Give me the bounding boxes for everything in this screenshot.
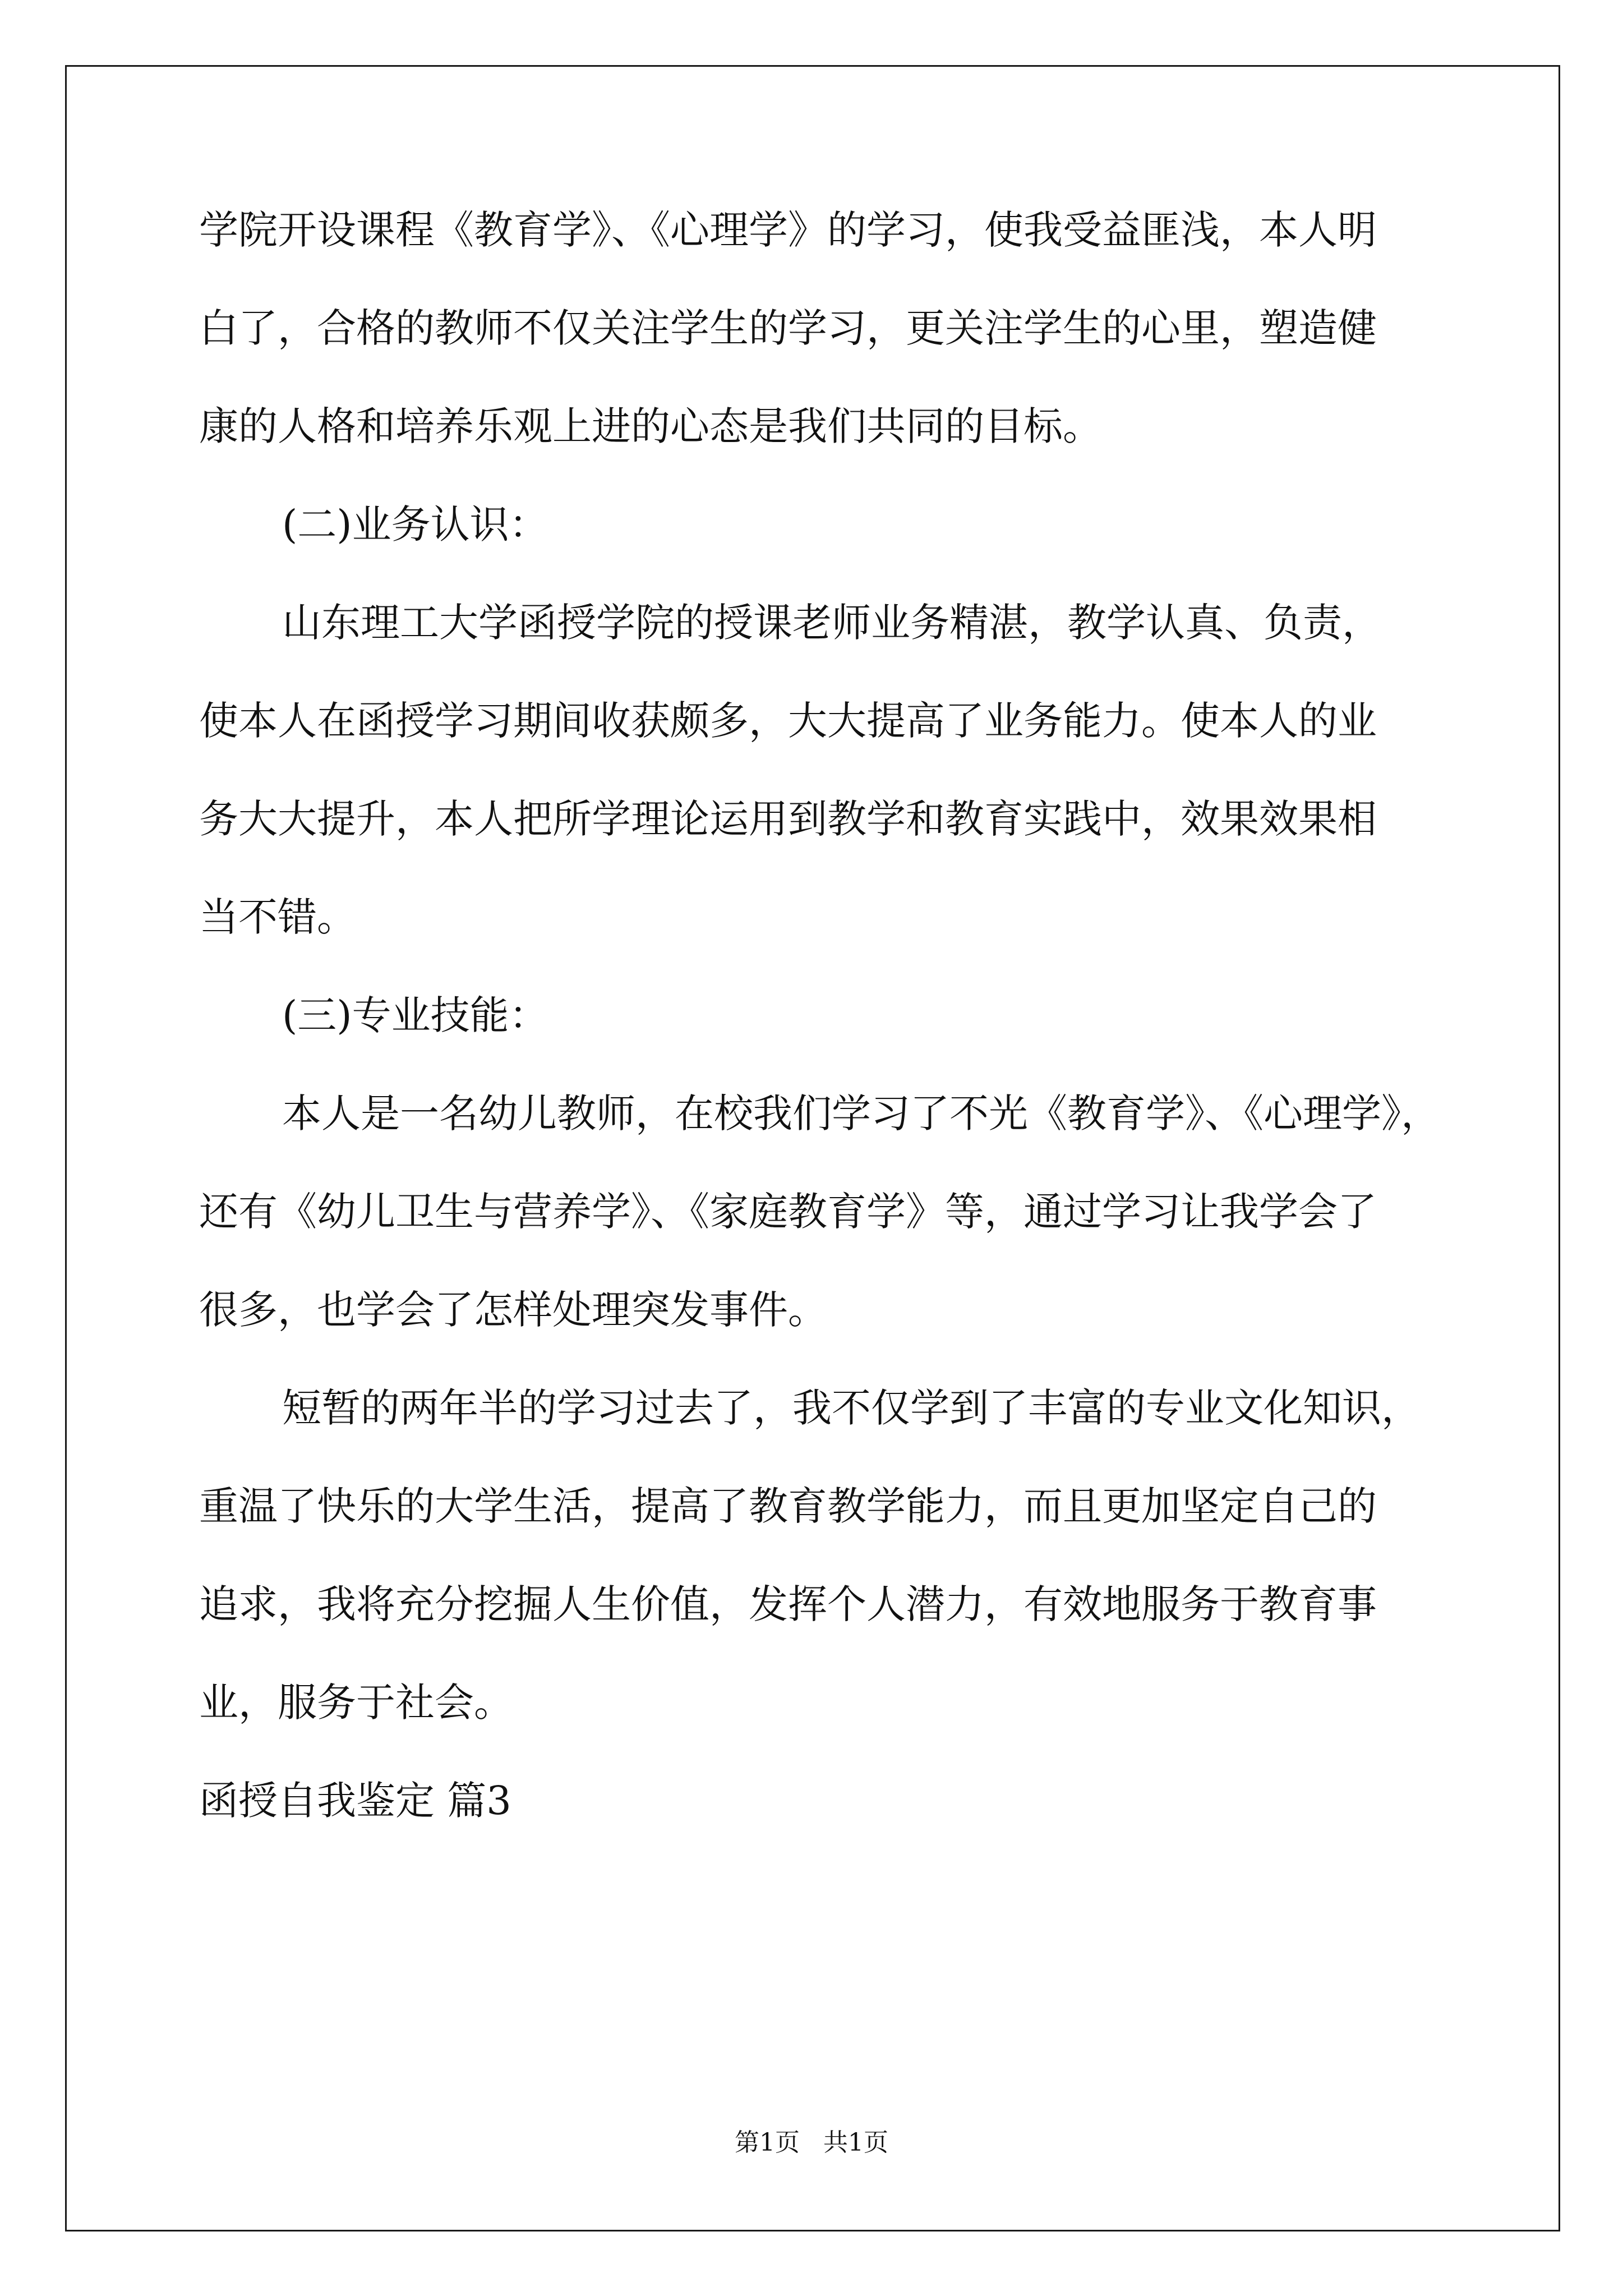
body-line: 本人是一名幼儿教师，在校我们学习了不光《教育学》、《心理学》，: [282, 1091, 1440, 1137]
body-line: 还有《幼儿卫生与营养学》、《家庭教育学》等，通过学习让我学会了: [199, 1189, 1377, 1235]
body-line: 当不错。: [199, 894, 356, 940]
body-line: 务大大提升，本人把所学理论运用到教学和教育实践中，效果效果相: [199, 796, 1377, 842]
section-heading: (三)专业技能：: [282, 992, 548, 1038]
body-line: 追求，我将充分挖掘人生价值，发挥个人潜力，有效地服务于教育事: [199, 1581, 1377, 1627]
body-line: 山东理工大学函授学院的授课老师业务精湛，教学认真、负责，: [282, 600, 1381, 646]
section-heading: (二)业务认识：: [282, 501, 548, 547]
body-line: 很多，也学会了怎样处理突发事件。: [199, 1287, 827, 1333]
body-line: 白了，合格的教师不仅关注学生的学习，更关注学生的心里，塑造健: [199, 305, 1377, 351]
body-line: 短暂的两年半的学习过去了，我不仅学到了丰富的专业文化知识，: [282, 1385, 1421, 1431]
body-line: 康的人格和培养乐观上进的心态是我们共同的目标。: [199, 403, 1102, 449]
article-title: 函授自我鉴定 篇3: [199, 1778, 511, 1824]
body-line: 重温了快乐的大学生活，提高了教育教学能力，而且更加坚定自己的: [199, 1483, 1377, 1529]
page-border: [65, 65, 1560, 2231]
body-line: 学院开设课程《教育学》、《心理学》的学习，使我受益匪浅，本人明: [199, 207, 1377, 253]
page-number-footer: 第1页 共1页: [735, 2128, 888, 2157]
body-line: 业，服务于社会。: [199, 1680, 513, 1726]
body-line: 使本人在函授学习期间收获颇多，大大提高了业务能力。使本人的业: [199, 698, 1377, 744]
